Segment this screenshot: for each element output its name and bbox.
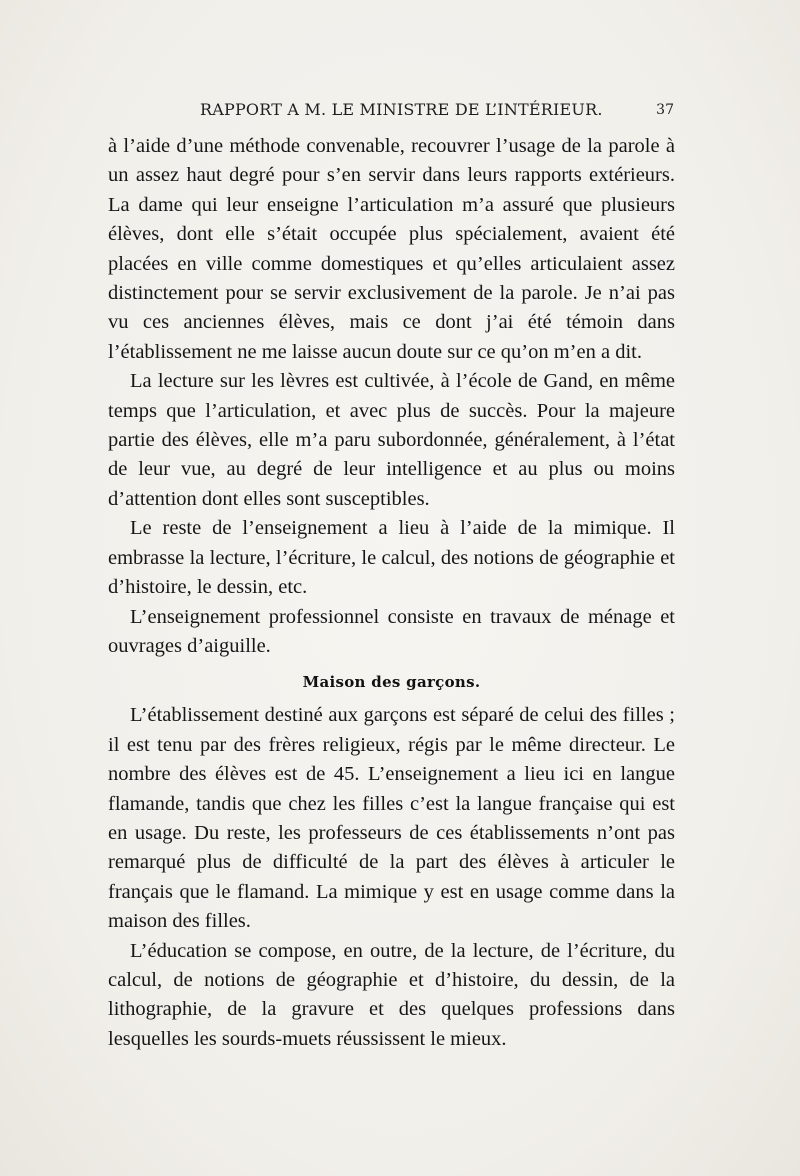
paragraph-mimicry: Le reste de l’enseignement a lieu à l’aide de la mimique. Il embrasse la lecture, l’écriture, le calcul, des notions de géographie et d’histoire, le dessin, etc. <box>108 517 675 599</box>
page-number: 37 <box>656 102 674 118</box>
page-header <box>200 100 674 126</box>
paragraph-continued: à l’aide d’une méthode convenable, recouvrer l’usage de la parole à un assez haut degré pour s’en servir dans leurs rapports extérieurs. La dame qui leur enseigne l’articulation m’a assuré que plusieurs élèves, dont elle s’était occupée plus spécialement, avaient été placées en ville comme domestiques et qu’elles articulaient assez distinctement pour se servir exclusivement de la parole. Je n’ai pas vu ces anciennes élèves, mais ce dont j’ai été témoin dans l’établissement ne me laisse aucun doute sur ce qu’on m’en a dit. <box>108 135 675 363</box>
paragraph-education: L’éducation se compose, en outre, de la lecture, de l’écriture, du calcul, de notions de géographie et d’histoire, du dessin, de la lithographie, de la gravure et des quelques professions dans lesquelles les sourds-muets réussissent le mieux. <box>108 939 675 1050</box>
paragraph-lip-reading: La lecture sur les lèvres est cultivée, à l’école de Gand, en même temps que l’articulation, et avec plus de succès. Pour la majeure partie des élèves, elle m’a paru subordonnée, généralement, à l’état de leur vue, au degré de leur intelligence et au plus ou moins d’attention dont elles sont susceptibles. <box>108 370 675 510</box>
body-text <box>108 132 675 1054</box>
running-title: RAPPORT A M. LE MINISTRE DE L’INTÉRIEUR. <box>200 100 603 119</box>
section-heading: Maison des garçons. <box>302 673 481 692</box>
paragraph-boys-house: L’établissement destiné aux garçons est séparé de celui des filles ; il est tenu par des frères religieux, régis par le même directeur. Le nombre des élèves est de 45. L’enseignement a lieu ici en langue flamande, tandis que chez les filles c’est la langue française qui est en usage. Du reste, les professeurs de ces établissements n’ont pas remarqué plus de difficulté de la part des élèves à articuler le français que le flamand. La mimique y est en usage comme dans la maison des filles. <box>108 704 675 933</box>
paragraph-professional-teaching: L’enseignement professionnel consiste en travaux de ménage et ouvrages d’aiguille. <box>108 605 675 657</box>
